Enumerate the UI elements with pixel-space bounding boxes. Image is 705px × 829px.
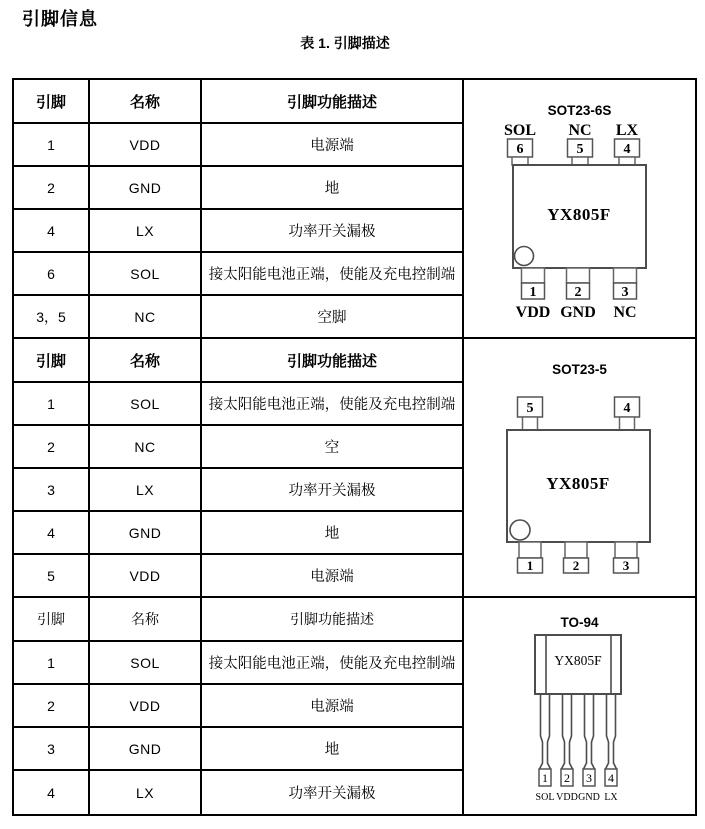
pin-number: 1 [542, 771, 548, 785]
name-cell: NC [89, 295, 201, 338]
desc-cell: 功率开关漏极 [201, 209, 463, 252]
pin-lead [512, 157, 528, 165]
pin-lead [584, 694, 587, 769]
name-cell: NC [89, 425, 201, 468]
pin-lead [523, 417, 538, 430]
pin-cell: 4 [13, 209, 89, 252]
pin-label: NC [613, 304, 637, 321]
desc-cell: 地 [201, 511, 463, 554]
sot23-6s-diagram [465, 120, 694, 325]
page-title: 引脚信息 [22, 9, 98, 29]
section1-header-row [13, 79, 696, 123]
to-94-diagram [465, 632, 694, 808]
header-desc: 引脚功能描述 [201, 597, 463, 641]
header-name: 名称 [89, 79, 201, 123]
pin-number: 2 [572, 558, 580, 573]
pin-cell: 2 [13, 166, 89, 209]
package-cell-to-94 [463, 597, 696, 815]
pin-number: 4 [623, 401, 631, 416]
pin-cell: 1 [13, 123, 89, 166]
package-name-sot23-5: SOT23-5 [552, 362, 607, 377]
name-cell: GND [89, 727, 201, 770]
chip-label: YX805F [546, 474, 610, 493]
pin-cell: 3，5 [13, 295, 89, 338]
name-cell: GND [89, 166, 201, 209]
desc-cell: 空脚 [201, 295, 463, 338]
pin-label: SOL [535, 792, 555, 803]
pin-number: 5 [576, 142, 584, 157]
pin-label: SOL [503, 122, 537, 139]
pin-label: VDD [556, 792, 578, 803]
section3-header-row [13, 597, 696, 641]
pin-lead [548, 694, 551, 769]
pin-number: 1 [529, 285, 537, 300]
pin-number: 3 [622, 558, 630, 573]
pin-lead [614, 694, 617, 769]
desc-cell: 接太阳能电池正端，使能及充电控制端 [201, 641, 463, 684]
pin-lead [619, 157, 635, 165]
pin-cell: 1 [13, 382, 89, 425]
header-name: 名称 [89, 597, 201, 641]
pin-cell: 6 [13, 252, 89, 295]
name-cell: SOL [89, 252, 201, 295]
pin-number: 3 [586, 771, 592, 785]
name-cell: SOL [89, 382, 201, 425]
table-caption: 表 1. 引脚描述 [300, 35, 390, 51]
pin-cell: 3 [13, 468, 89, 511]
pin-lead [519, 542, 541, 558]
chip-label: YX805F [554, 653, 602, 668]
pin-number: 6 [516, 142, 524, 157]
header-pin: 引脚 [13, 338, 89, 382]
pin-number: 2 [574, 285, 582, 300]
package-cell-sot23-6s [463, 79, 696, 338]
pin-lead [562, 694, 565, 769]
desc-cell: 电源端 [201, 684, 463, 727]
pin-label: VDD [515, 304, 551, 321]
header-pin: 引脚 [13, 79, 89, 123]
name-cell: LX [89, 468, 201, 511]
pin-lead [522, 268, 545, 283]
name-cell: VDD [89, 554, 201, 597]
pin-cell: 2 [13, 425, 89, 468]
chip-label: YX805F [547, 205, 611, 224]
sot23-5-diagram [465, 379, 694, 584]
pin-cell: 4 [13, 511, 89, 554]
pin-lead [565, 542, 587, 558]
pin-number: 3 [621, 285, 629, 300]
desc-cell: 电源端 [201, 123, 463, 166]
name-cell: GND [89, 511, 201, 554]
pin-lead [540, 694, 543, 769]
pin-lead [572, 157, 588, 165]
desc-cell: 电源端 [201, 554, 463, 597]
pin-number: 1 [526, 558, 534, 573]
package-name-to-94: TO-94 [560, 615, 599, 630]
pin-lead [567, 268, 590, 283]
pin-cell: 2 [13, 684, 89, 727]
pin-lead [615, 542, 637, 558]
name-cell: SOL [89, 641, 201, 684]
pin-number: 2 [564, 771, 570, 785]
desc-cell: 接太阳能电池正端，使能及充电控制端 [201, 252, 463, 295]
desc-cell: 空 [201, 425, 463, 468]
name-cell: LX [89, 770, 201, 815]
pin-label: LX [604, 792, 618, 803]
pin-label: NC [568, 122, 592, 139]
section2-header-row [13, 338, 696, 382]
pin-number: 5 [526, 401, 534, 416]
pin-cell: 3 [13, 727, 89, 770]
header-pin: 引脚 [13, 597, 89, 641]
pin-label: GND [578, 792, 600, 803]
package-cell-sot23-5 [463, 338, 696, 597]
header-name: 名称 [89, 338, 201, 382]
desc-cell: 功率开关漏极 [201, 468, 463, 511]
pin-lead [592, 694, 595, 769]
header-desc: 引脚功能描述 [201, 338, 463, 382]
desc-cell: 功率开关漏极 [201, 770, 463, 815]
pin-number: 4 [623, 142, 631, 157]
name-cell: VDD [89, 684, 201, 727]
pin-lead [614, 268, 637, 283]
pin-cell: 5 [13, 554, 89, 597]
package-name-sot23-6s: SOT23-6S [547, 103, 612, 118]
pin-cell: 4 [13, 770, 89, 815]
desc-cell: 地 [201, 166, 463, 209]
pin-cell: 1 [13, 641, 89, 684]
pin-label: GND [560, 304, 596, 321]
pin-lead [606, 694, 609, 769]
desc-cell: 接太阳能电池正端，使能及充电控制端 [201, 382, 463, 425]
name-cell: VDD [89, 123, 201, 166]
desc-cell: 地 [201, 727, 463, 770]
pin-description-table [12, 78, 697, 816]
pin-lead [570, 694, 573, 769]
pin-number: 4 [608, 771, 614, 785]
pin-label: LX [615, 122, 639, 139]
pin-lead [620, 417, 635, 430]
name-cell: LX [89, 209, 201, 252]
header-desc: 引脚功能描述 [201, 79, 463, 123]
